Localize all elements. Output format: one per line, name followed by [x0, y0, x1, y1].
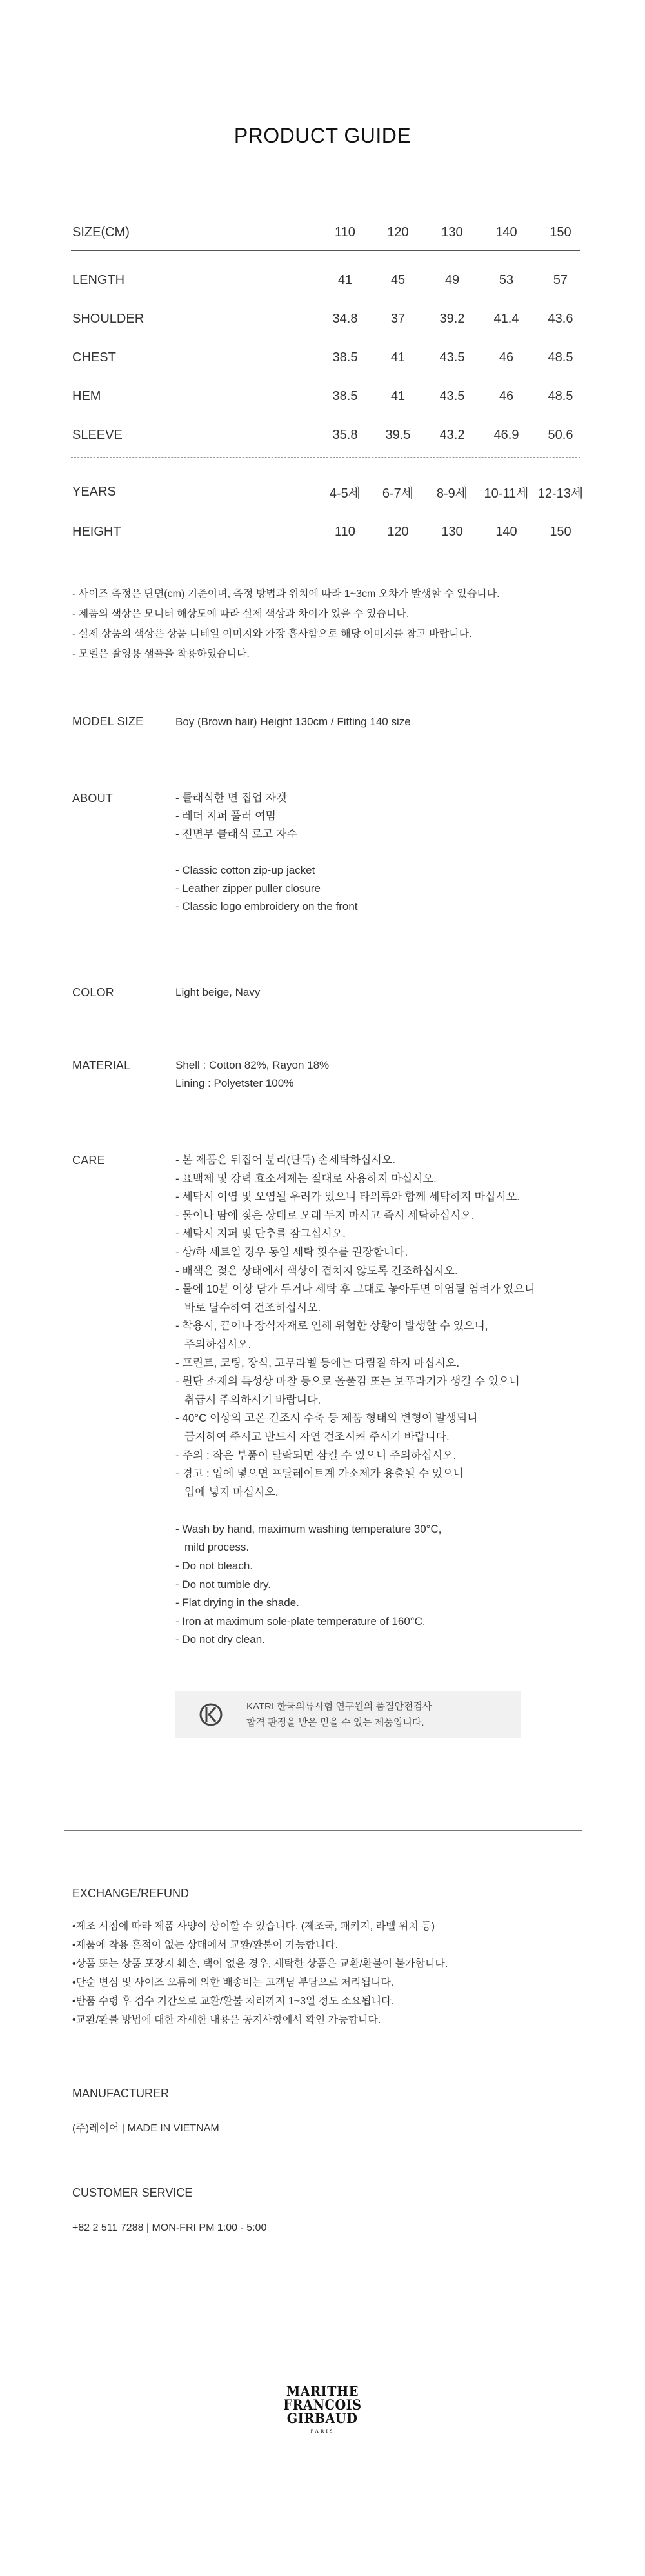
size-header-row: [71, 219, 580, 245]
certification-box: [175, 1691, 521, 1738]
table-cell: 45: [390, 272, 406, 287]
table-cell: 110: [335, 524, 355, 539]
care-line: 주의하십시오.: [184, 1338, 252, 1351]
care-line: - Do not dry clean.: [175, 1633, 265, 1646]
table-cell: 38.5: [332, 388, 358, 403]
color-label: COLOR: [72, 986, 115, 999]
model-size-text: Boy (Brown hair) Height 130cm / Fitting 140 size: [175, 716, 411, 728]
about-line: - 전면부 클래식 로고 자수: [175, 828, 297, 840]
table-cell: 38.5: [332, 350, 358, 365]
material-line: Lining : Polyetster 100%: [175, 1077, 294, 1089]
care-line: - 표백제 및 강력 효소세제는 절대로 사용하지 마십시오.: [175, 1172, 437, 1185]
table-row-shoulder: [71, 306, 580, 332]
care-line: 금지하여 주시고 반드시 자연 건조시켜 주시기 바랍니다.: [184, 1430, 450, 1443]
table-cell: 41: [337, 272, 353, 287]
exchange-line: •교환/환불 방법에 대한 자세한 내용은 공지사항에서 확인 가능합니다.: [72, 2015, 381, 2026]
care-line: - 세탁시 이염 및 오염될 우려가 있으니 타의류와 함께 세탁하지 마십시오.: [175, 1191, 520, 1203]
about-body: [175, 789, 358, 916]
care-line: mild process.: [184, 1541, 250, 1554]
size-header-label: SIZE(CM): [72, 225, 130, 239]
size-header-cell: 140: [495, 225, 517, 239]
row-label: HEM: [72, 388, 101, 403]
size-header-cell: 120: [387, 225, 409, 239]
about-line: - Leather zipper puller closure: [175, 882, 321, 894]
manufacturer-body: [72, 2119, 219, 2138]
table-row-length: [71, 267, 580, 293]
care-line: - 착용시, 끈이나 장식자재로 인해 위험한 상황이 발생할 수 있으니,: [175, 1320, 488, 1333]
care-line: - 본 제품은 뒤집어 분리(단독) 손세탁하십시오.: [175, 1154, 395, 1166]
care-line: - 세탁시 지퍼 및 단추를 잠그십시오.: [175, 1227, 346, 1240]
table-cell: 43.2: [439, 427, 465, 442]
table-cell: 53: [499, 272, 514, 287]
table-cell: 46: [499, 350, 514, 365]
table-row-height: [71, 519, 580, 545]
table-cell: 120: [387, 524, 409, 539]
model-size-label: MODEL SIZE: [72, 715, 144, 728]
care-line: - 40°C 이상의 고온 건조시 수축 등 제품 형태의 변형이 발생되니: [175, 1412, 478, 1425]
care-line: - 물이나 땀에 젖은 상태로 오래 두지 마시고 즉시 세탁하십시오.: [175, 1209, 475, 1222]
table-row-years: [71, 479, 584, 505]
table-cell: 57: [553, 272, 568, 287]
care-line: - 배색은 젖은 상태에서 색상이 겹치지 않도록 건조하십시오.: [175, 1264, 458, 1277]
care-body: [175, 1151, 535, 1649]
table-divider: [71, 457, 580, 458]
row-label: SLEEVE: [72, 427, 123, 442]
exchange-line: •단순 변심 및 사이즈 오류에 의한 배송비는 고객님 부담으로 처리됩니다.: [72, 1977, 394, 1988]
table-cell: 50.6: [548, 427, 573, 442]
care-line: - 프린트, 코팅, 장식, 고무라벨 등에는 다림질 하지 마십시오.: [175, 1356, 460, 1369]
table-cell: 48.5: [548, 350, 573, 365]
table-cell: 49: [444, 272, 460, 287]
certification-line: KATRI 한국의류시험 연구원의 품질안전검사: [246, 1701, 432, 1712]
care-line: - Do not bleach.: [175, 1560, 253, 1573]
care-line: 바로 탈수하여 건조하십시오.: [184, 1301, 321, 1314]
exchange-line: •제품에 착용 흔적이 없는 상태에서 교환/환불이 가능합니다.: [72, 1940, 339, 1951]
note-line: - 제품의 색상은 모니터 해상도에 따라 실제 색상과 차이가 있을 수 있습니다.: [72, 609, 410, 619]
customer-service-body: [72, 2219, 266, 2237]
care-line: - 경고 : 입에 넣으면 프탈레이트계 가소제가 용출될 수 있으니: [175, 1467, 464, 1480]
table-cell: 48.5: [548, 388, 573, 403]
section-divider: [64, 1830, 582, 1831]
row-label: CHEST: [72, 350, 116, 365]
logo-line: GIRBAUD: [287, 2410, 358, 2426]
care-line: - Do not tumble dry.: [175, 1578, 272, 1591]
certification-line: 합격 판정을 받은 믿을 수 있는 제품입니다.: [246, 1717, 424, 1728]
size-header-cell: 150: [550, 225, 571, 239]
table-cell: 41: [390, 388, 406, 403]
about-line: - 레더 지퍼 풀러 여밈: [175, 810, 276, 822]
logo-line: FRANCOIS: [283, 2397, 362, 2413]
table-cell: 8-9세: [436, 486, 468, 501]
table-cell: 41.4: [493, 311, 519, 326]
note-line: - 모델은 촬영용 샘플을 착용하였습니다.: [72, 649, 250, 659]
model-size-value: [175, 713, 411, 731]
care-label: CARE: [72, 1154, 105, 1167]
size-header-cell: 110: [335, 225, 355, 239]
table-cell: 41: [390, 350, 406, 365]
care-line: - Iron at maximum sole-plate temperature of 160°C.: [175, 1615, 426, 1627]
table-cell: 39.5: [385, 427, 411, 442]
note-line: - 사이즈 측정은 단면(cm) 기준이며, 측정 방법과 위치에 따라 1~3cm 오차가 발생할 수 있습니다.: [72, 589, 500, 599]
care-line: - 물에 10분 이상 담가 두거나 세탁 후 그대로 놓아두면 이염될 염려가 있으니: [175, 1283, 535, 1296]
table-row-sleeve: [71, 422, 580, 448]
care-line: - 상/하 세트일 경우 동일 세탁 횟수를 권장합니다.: [175, 1245, 408, 1258]
row-label: LENGTH: [72, 272, 125, 287]
about-line: - 클래식한 면 집업 자켓: [175, 792, 287, 804]
certification-text: [246, 1698, 432, 1731]
material-label: MATERIAL: [72, 1059, 131, 1072]
care-line: - 원단 소재의 특성상 마찰 등으로 올풀김 또는 보푸라기가 생길 수 있으니: [175, 1375, 520, 1388]
size-notes: [72, 584, 500, 664]
care-line: - Wash by hand, maximum washing temperature 30°C,: [175, 1522, 442, 1535]
row-label: HEIGHT: [72, 524, 121, 539]
care-line: - 주의 : 작은 부품이 탈락되면 삼킬 수 있으니 주의하십시오.: [175, 1449, 457, 1462]
note-line: - 실제 상품의 색상은 상품 디테일 이미지와 가장 흡사함으로 해당 이미지를 참고 바랍니다.: [72, 629, 472, 639]
row-label: SHOULDER: [72, 311, 144, 326]
about-line: [175, 843, 358, 861]
exchange-label: EXCHANGE/REFUND: [72, 1887, 190, 1900]
care-line: [175, 1502, 535, 1520]
manufacturer-value: (주)레이어 | MADE IN VIETNAM: [72, 2123, 219, 2134]
manufacturer-label: MANUFACTURER: [72, 2087, 170, 2100]
logo-subtitle: PARIS: [310, 2428, 335, 2434]
table-cell: 6-7세: [382, 486, 414, 501]
exchange-line: •상품 또는 상품 포장지 훼손, 택이 없을 경우, 세탁한 상품은 교환/환불이 불가합니다.: [72, 1958, 448, 1969]
table-cell: 140: [495, 524, 517, 539]
material-line: Shell : Cotton 82%, Rayon 18%: [175, 1059, 330, 1071]
page-title: PRODUCT GUIDE: [233, 124, 412, 147]
table-cell: 39.2: [439, 311, 465, 326]
table-row-chest: [71, 345, 580, 370]
table-cell: 46: [499, 388, 514, 403]
table-cell: 10-11세: [484, 486, 529, 501]
row-label: YEARS: [72, 484, 116, 499]
exchange-line: •제조 시점에 따라 제품 사양이 상이할 수 있습니다. (제조국, 패키지, 라벨 위치 등): [72, 1921, 435, 1932]
table-cell: 12-13세: [537, 486, 584, 501]
table-cell: 43.5: [439, 388, 465, 403]
material-body: [175, 1056, 329, 1092]
care-line: 취급시 주의하시기 바랍니다.: [184, 1393, 321, 1406]
care-line: - Flat drying in the shade.: [175, 1596, 299, 1609]
table-row-hem: [71, 383, 580, 409]
about-line: - Classic cotton zip-up jacket: [175, 864, 315, 876]
table-cell: 35.8: [332, 427, 358, 442]
size-header-cell: 130: [441, 225, 463, 239]
kc-mark-icon: [175, 1691, 246, 1738]
table-cell: 130: [441, 524, 463, 539]
care-line: 입에 넣지 마십시오.: [184, 1485, 279, 1498]
color-body: [175, 983, 260, 1001]
table-cell: 43.5: [439, 350, 465, 365]
logo-line: MARITHE: [286, 2383, 359, 2399]
about-label: ABOUT: [72, 792, 114, 805]
exchange-body: [72, 1917, 448, 2029]
exchange-line: •반품 수령 후 검수 기간으로 교환/환불 처리까지 1~3일 정도 소요됩니다.: [72, 1996, 394, 2007]
table-cell: 150: [550, 524, 571, 539]
table-cell: 37: [390, 311, 406, 326]
table-divider: [71, 250, 580, 251]
table-cell: 34.8: [332, 311, 358, 326]
customer-service-label: CUSTOMER SERVICE: [72, 2186, 193, 2199]
customer-service-value: +82 2 511 7288 | MON-FRI PM 1:00 - 5:00: [72, 2222, 267, 2233]
about-line: - Classic logo embroidery on the front: [175, 900, 358, 912]
table-cell: 46.9: [493, 427, 519, 442]
brand-logo: [0, 2384, 645, 2434]
color-value: Light beige, Navy: [175, 986, 261, 998]
table-cell: 43.6: [548, 311, 573, 326]
table-cell: 4-5세: [329, 486, 361, 501]
